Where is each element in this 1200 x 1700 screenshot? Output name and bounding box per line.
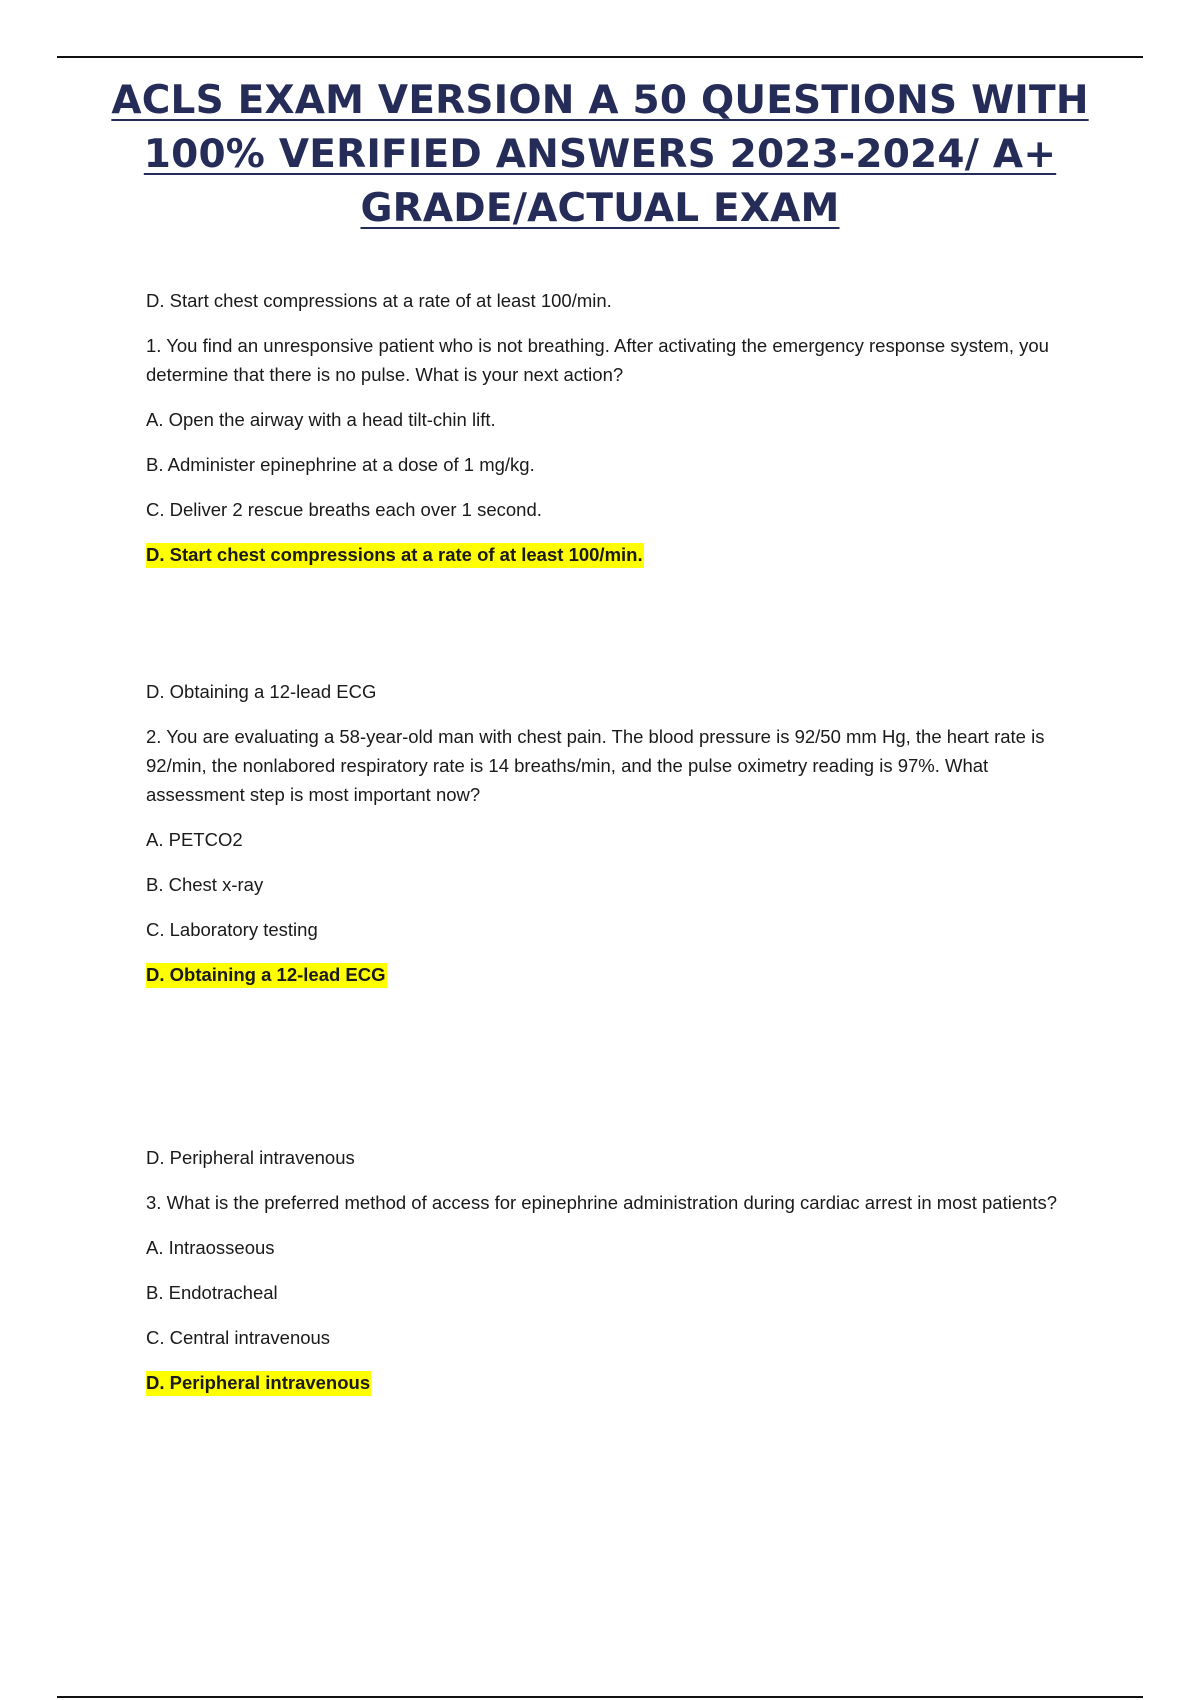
correct-answer-highlight: D. Peripheral intravenous bbox=[146, 1371, 371, 1396]
option-b: B. Chest x-ray bbox=[146, 874, 264, 895]
question-block-1 bbox=[146, 286, 1086, 585]
option-c: C. Laboratory testing bbox=[146, 919, 318, 940]
option-b: B. Endotracheal bbox=[146, 1282, 278, 1303]
correct-answer-row bbox=[146, 1368, 1086, 1397]
correct-answer-row bbox=[146, 960, 1086, 989]
question-block-2 bbox=[146, 677, 1086, 1005]
answer-preview: D. Peripheral intravenous bbox=[146, 1147, 355, 1168]
option-a: A. PETCO2 bbox=[146, 829, 243, 850]
question-text: 3. What is the preferred method of access for epinephrine administration during cardiac arrest in most patients? bbox=[146, 1192, 1058, 1213]
option-b: B. Administer epinephrine at a dose of 1 mg/kg. bbox=[146, 454, 535, 475]
answer-preview: D. Obtaining a 12-lead ECG bbox=[146, 681, 377, 702]
question-text: 1. You find an unresponsive patient who is not breathing. After activating the emergency response system, you determine that there is no pulse. What is your next action? bbox=[146, 335, 1049, 385]
correct-answer-row bbox=[146, 540, 1086, 569]
correct-answer-highlight: D. Obtaining a 12-lead ECG bbox=[146, 963, 387, 988]
answer-preview: D. Start chest compressions at a rate of at least 100/min. bbox=[146, 290, 612, 311]
question-block-3 bbox=[146, 1143, 1086, 1413]
correct-answer-highlight: D. Start chest compressions at a rate of at least 100/min. bbox=[146, 543, 644, 568]
option-a: A. Open the airway with a head tilt-chin lift. bbox=[146, 409, 496, 430]
option-a: A. Intraosseous bbox=[146, 1237, 275, 1258]
option-c: C. Deliver 2 rescue breaths each over 1 second. bbox=[146, 499, 542, 520]
top-rule bbox=[57, 56, 1143, 58]
page-title: ACLS EXAM VERSION A 50 QUESTIONS WITH 100% VERIFIED ANSWERS 2023-2024/ A+ GRADE/ACTUAL EXAM bbox=[111, 78, 1089, 231]
option-c: C. Central intravenous bbox=[146, 1327, 331, 1348]
question-text: 2. You are evaluating a 58-year-old man with chest pain. The blood pressure is 92/50 mm Hg, the heart rate is 92/min, the nonlabored respiratory rate is 14 breaths/min, and the pulse oximetry reading is 97%. What assessment step is most important now? bbox=[146, 726, 1045, 805]
bottom-rule bbox=[57, 1696, 1143, 1698]
